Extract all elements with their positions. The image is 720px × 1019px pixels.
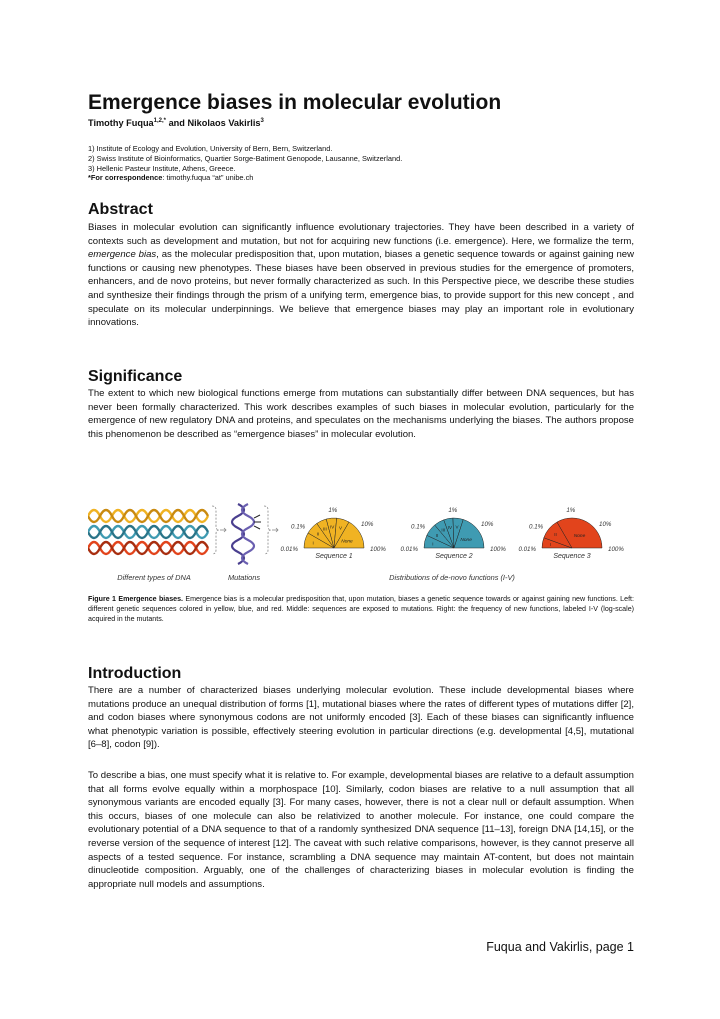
author-connector: and [166, 118, 188, 129]
significance-heading: Significance [88, 368, 183, 385]
axis-tick-label: 0.1% [291, 523, 306, 531]
abstract-text [88, 221, 634, 330]
introduction-paragraph-2: To describe a bias, one must specify what it is relative to. For example, developmental biases are relative to a default assumption that all forms evolve equally within a morphospace [10]. Similarly, codon biases are relative to a null assumption that all synonymous variants are encoded equally [3]. For many cases, however, there is not a clear null or default assumption. When this occurs, biases of one molecule can also be relativized to another molecule. For instance, one could compare the evolutionary potential of a DNA sequence to that of a randomly synthesized DNA sequence [11–13], foreign DNA [14,15], or the reverse version of the sequence of interest [12]. The caveat with such relative comparisons, however, is they cannot preserve all aspects of a tested sequence. For instance, scrambling a DNA sequence may maintain AT-content, but does not maintain dinucleotide composition. Arguably, one of the challenges of characterizing biases in molecular evolution is finding the appropriate null models and assumptions. [88, 770, 634, 890]
author-vakirlis-affil: 3 [260, 118, 264, 124]
axis-tick-label: 100% [370, 546, 386, 553]
fan-chart-3 [518, 507, 624, 560]
significance-text: The extent to which new biological functions emerge from mutations can substantially differ between DNA sequences, but has never been formally characterized. This work describes examples of such biases in molecular evolution, particularly for the emergence of new regulatory DNA and proteins, and speculates on the mechanisms underlying the biases. The authors propose this phenomenon be described as “emergence biases” in molecular evolution. [88, 388, 634, 440]
sequence-label: Sequence 2 [435, 553, 473, 560]
wedge-label: I [432, 541, 434, 547]
correspondence-email: : timothy.fuqua “at” unibe.ch [162, 173, 254, 183]
abstract-text-part2: , as the molecular predisposition that, upon mutation, biases a genetic sequence towards or against gaining new functions or causing new phenotypes. These biases have been observed in previous studies for the emergence of promoters, enhancers, and de novo proteins, but never formally characterized as such. In this Perspective piece, we describe these studies and synthesize their findings through the prism of a unifying term, emergence bias, to provide support for this new concept , and speculate on its molecular underpinnings. We believe that emergence biases may play an important role in evolutionary innovations. [88, 249, 634, 329]
axis-tick-label: 1% [448, 507, 458, 515]
brace-arrow-2 [264, 506, 278, 554]
wedge-label: II [316, 531, 320, 537]
axis-tick-label: 0.1% [529, 523, 544, 531]
label-mutations: Mutations [227, 573, 261, 582]
wedge-label: III [322, 526, 327, 532]
introduction-heading: Introduction [88, 665, 182, 682]
axis-tick-label: 0.01% [280, 546, 298, 553]
caption-text: Emergence bias is a molecular predisposition that, upon mutation, biases a genetic sequence towards or against gaining new functions. Left: different genetic sequences colored in yellow, blue, and red. Middle: sequences are exposed to mutations. Right: the frequency of new functions, labeled I-V (log-scale) acquired in the mutants. [88, 595, 634, 623]
introduction-paragraph-1: There are a number of characterized biases underlying molecular evolution. These include developmental biases where mutations produce an unequal distribution of forms [1], mutational biases where the rates of different types of mutations differ [2], and codon biases where synonymous codons are not uniformly encoded [3]. Each of these biases can significantly influence what phenotypic variation is possible, effectively steering evolution in particular directions (e.g. developmental [4,5], mutational [6–8], codon [9]). [88, 685, 634, 751]
caption-label: Figure 1 Emergence biases. [88, 595, 183, 603]
axis-tick-label: 100% [490, 546, 506, 553]
wedge-label: IV [447, 524, 453, 530]
abstract-emphasis: emergence bias [88, 249, 157, 261]
axis-tick-label: 100% [608, 546, 624, 553]
dna-yellow [88, 510, 208, 522]
fan-chart-2 [400, 507, 506, 560]
axis-tick-label: 0.1% [411, 523, 426, 531]
author-line [88, 118, 264, 128]
dna-blue [88, 526, 208, 538]
wedge-none-label: None [460, 538, 472, 544]
wedge-label: II [554, 532, 557, 538]
label-distributions: Distributions of de-novo functions (I-V) [389, 573, 515, 582]
wedge-label: III [441, 527, 446, 533]
sequence-label: Sequence 1 [315, 553, 353, 560]
wedge-label: V [455, 524, 459, 530]
fan-chart-1 [280, 507, 386, 560]
axis-tick-label: 1% [566, 507, 576, 515]
page-footer: Fuqua and Vakirlis, page 1 [486, 940, 634, 954]
abstract-heading: Abstract [88, 201, 153, 218]
figure-caption [88, 594, 634, 624]
correspondence [88, 173, 402, 183]
abstract-text-part1: Biases in molecular evolution can significantly influence evolutionary trajectories. They have been described in a variety of contexts such as development and mutation, but not for acquiring new functions (i.e. emergence). Here, we formalize the term, [88, 222, 634, 247]
label-dna-types: Different types of DNA [117, 573, 191, 582]
function-distributions [280, 507, 624, 560]
axis-tick-label: 0.01% [518, 546, 536, 553]
axis-tick-label: 10% [481, 521, 494, 529]
brace-arrow [212, 506, 226, 554]
mutation-dna [232, 504, 261, 564]
axis-tick-label: 10% [599, 521, 612, 529]
dna-red [88, 542, 208, 554]
affiliation-1: 1) Institute of Ecology and Evolution, University of Bern, Bern, Switzerland. [88, 144, 333, 153]
author-vakirlis: Nikolaos Vakirlis [187, 118, 261, 129]
author-fuqua-affil: 1,2,* [153, 118, 167, 124]
wedge-label: II [435, 532, 439, 538]
affiliation-3: 3) Hellenic Pasteur Institute, Athens, Greece. [88, 163, 236, 173]
figure-1 [88, 500, 634, 592]
affiliation-2: 2) Swiss Institute of Bioinformatics, Quartier Sorge-Batiment Genopode, Lausanne, Switzerland. [88, 153, 403, 163]
wedge-label: V [338, 525, 343, 531]
axis-tick-label: 10% [361, 521, 374, 529]
wedge-label: I [550, 542, 552, 548]
author-fuqua: Timothy Fuqua [88, 118, 154, 129]
axis-tick-label: 0.01% [400, 546, 418, 553]
axis-tick-label: 1% [328, 507, 338, 515]
wedge-label: I [312, 540, 314, 546]
affiliations [88, 144, 402, 183]
dna-helices [88, 510, 208, 554]
wedge-none-label: None [341, 539, 353, 545]
correspondence-label: *For correspondence [88, 173, 163, 183]
sequence-label: Sequence 3 [553, 553, 591, 560]
wedge-none-label: None [573, 534, 586, 540]
paper-title: Emergence biases in molecular evolution [88, 91, 502, 114]
wedge-label: IV [329, 524, 335, 530]
